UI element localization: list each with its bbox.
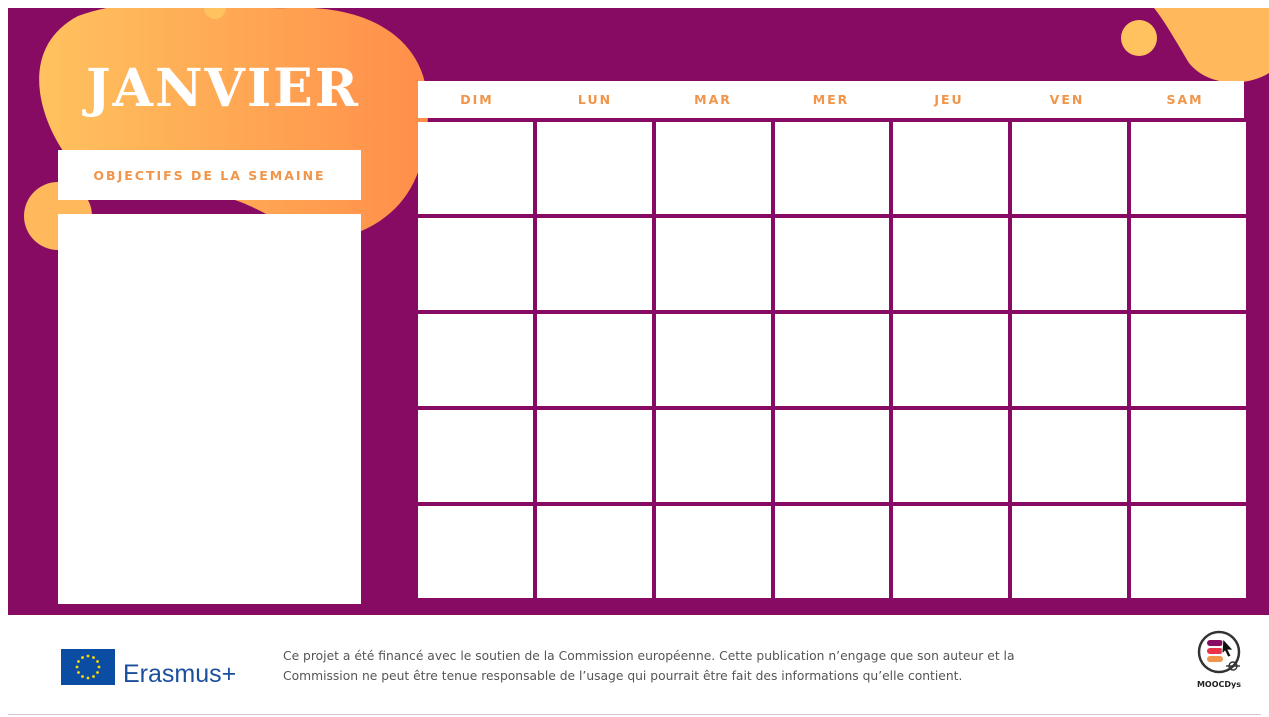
disclaimer-line-2: Commission ne peut être tenue responsable de l’usage qui pourrait être fait des informations qu’elle contient. [283, 669, 963, 683]
day-cell[interactable] [1012, 506, 1127, 598]
day-cell[interactable] [656, 218, 771, 310]
eu-star [81, 656, 84, 659]
day-cell[interactable] [893, 314, 1008, 406]
weekday-jeu: JEU [934, 92, 964, 107]
day-cell[interactable] [775, 314, 890, 406]
eu-star [77, 660, 80, 663]
month-title: JANVIER [86, 58, 360, 119]
day-cell[interactable] [656, 314, 771, 406]
calendar-page [8, 8, 1269, 615]
disclaimer-line-1: Ce projet a été financé avec le soutien de la Commission européenne. Cette publication n’engage que son auteur et la [283, 649, 1015, 663]
eu-star [96, 660, 99, 663]
eu-star [98, 666, 101, 669]
day-cell[interactable] [418, 410, 533, 502]
day-cell[interactable] [775, 410, 890, 502]
day-cell[interactable] [1012, 218, 1127, 310]
erasmus-label: Erasmus+ [123, 660, 237, 688]
day-cell[interactable] [656, 506, 771, 598]
moocdys-logo-icon [1193, 630, 1245, 676]
weekly-objectives-box[interactable] [58, 214, 361, 604]
day-cell[interactable] [1012, 314, 1127, 406]
day-cell[interactable] [1131, 410, 1246, 502]
day-cell[interactable] [656, 410, 771, 502]
day-cell[interactable] [537, 122, 652, 214]
day-cell[interactable] [1131, 122, 1246, 214]
day-cell[interactable] [893, 122, 1008, 214]
day-cell[interactable] [537, 506, 652, 598]
day-cell[interactable] [893, 410, 1008, 502]
day-cell[interactable] [418, 122, 533, 214]
day-cell[interactable] [893, 506, 1008, 598]
eu-star [92, 656, 95, 659]
eu-star [96, 671, 99, 674]
eu-star [81, 675, 84, 678]
weekday-header [418, 81, 1244, 118]
weekday-lun: LUN [577, 92, 613, 107]
calendar-grid [418, 122, 1246, 598]
weekly-objectives-label: OBJECTIFS DE LA SEMAINE [58, 150, 361, 200]
weekday-dim: DIM [460, 92, 494, 107]
day-cell[interactable] [537, 314, 652, 406]
weekday-mar: MAR [694, 92, 732, 107]
eu-star [76, 666, 79, 669]
day-cell[interactable] [1012, 122, 1127, 214]
funding-disclaimer [283, 646, 1183, 686]
day-cell[interactable] [537, 218, 652, 310]
day-cell[interactable] [418, 314, 533, 406]
eu-star [87, 677, 90, 680]
day-cell[interactable] [775, 122, 890, 214]
eu-flag-icon [61, 649, 115, 685]
eu-star [87, 655, 90, 658]
day-cell[interactable] [1131, 314, 1246, 406]
weekday-ven: VEN [1049, 92, 1085, 107]
day-cell[interactable] [1131, 218, 1246, 310]
moocdys-label: MOOCDys [1196, 680, 1242, 689]
day-cell[interactable] [537, 410, 652, 502]
day-cell[interactable] [775, 506, 890, 598]
day-cell[interactable] [893, 218, 1008, 310]
day-cell[interactable] [418, 506, 533, 598]
day-cell[interactable] [418, 218, 533, 310]
eu-star [92, 675, 95, 678]
weekday-sam: SAM [1166, 92, 1204, 107]
eu-star [77, 671, 80, 674]
day-cell[interactable] [1131, 506, 1246, 598]
weekday-mer: MER [812, 92, 850, 107]
day-cell[interactable] [775, 218, 890, 310]
footer-divider [8, 714, 1261, 715]
day-cell[interactable] [656, 122, 771, 214]
day-cell[interactable] [1012, 410, 1127, 502]
